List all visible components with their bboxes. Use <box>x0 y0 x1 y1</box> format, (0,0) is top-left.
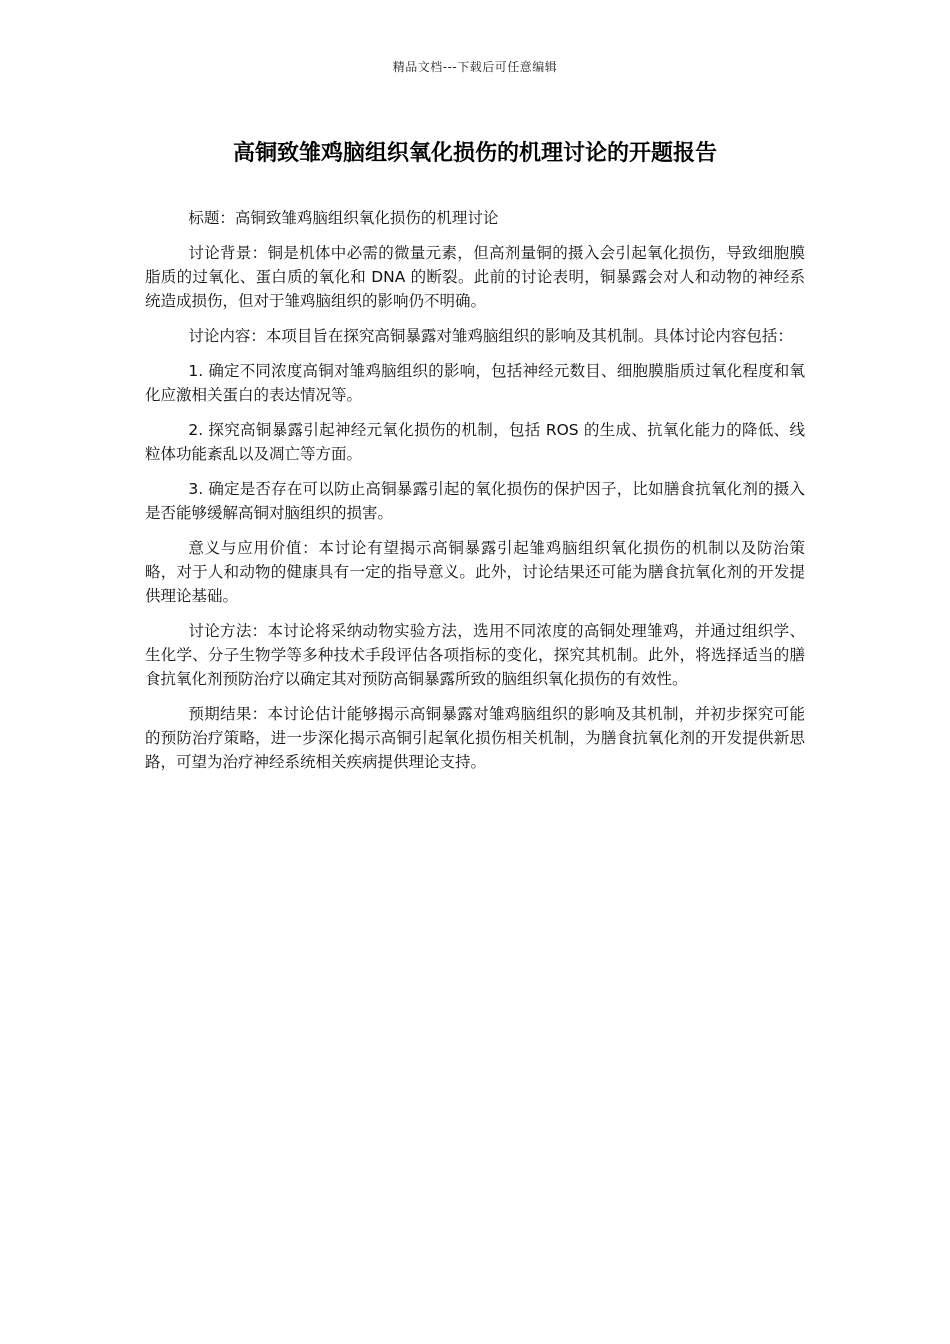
paragraph-item-1: 1. 确定不同浓度高铜对雏鸡脑组织的影响，包括神经元数目、细胞膜脂质过氧化程度和氧化应激相关蛋白的表达情况等。 <box>145 362 805 404</box>
paragraph-item-3: 3. 确定是否存在可以防止高铜暴露引起的氧化损伤的保护因子，比如膳食抗氧化剂的摄入是否能够缓解高铜对脑组织的损害。 <box>145 480 805 522</box>
document-body <box>145 206 805 785</box>
paragraph-background: 讨论背景：铜是机体中必需的微量元素，但高剂量铜的摄入会引起氧化损伤，导致细胞膜脂质的过氧化、蛋白质的氧化和 DNA 的断裂。此前的讨论表明，铜暴露会对人和动物的神经系统造成损伤，但对于雏鸡脑组织的影响仍不明确。 <box>145 244 805 310</box>
paragraph-significance: 意义与应用价值：本讨论有望揭示高铜暴露引起雏鸡脑组织氧化损伤的机制以及防治策略，对于人和动物的健康具有一定的指导意义。此外，讨论结果还可能为膳食抗氧化剂的开发提供理论基础。 <box>145 539 805 605</box>
paragraph-subject: 标题：高铜致雏鸡脑组织氧化损伤的机理讨论 <box>188 209 499 227</box>
header-note: 精品文档---下载后可任意编辑 <box>392 60 558 74</box>
document-title: 高铜致雏鸡脑组织氧化损伤的机理讨论的开题报告 <box>232 141 717 166</box>
paragraph-content: 讨论内容：本项目旨在探究高铜暴露对雏鸡脑组织的影响及其机制。具体讨论内容包括： <box>188 327 793 345</box>
paragraph-methods: 讨论方法：本讨论将采纳动物实验方法，选用不同浓度的高铜处理雏鸡，并通过组织学、生化学、分子生物学等多种技术手段评估各项指标的变化，探究其机制。此外，将选择适当的膳食抗氧化剂预防治疗以确定其对预防高铜暴露所致的脑组织氧化损伤的有效性。 <box>145 622 805 688</box>
paragraph-item-2: 2. 探究高铜暴露引起神经元氧化损伤的机制，包括 ROS 的生成、抗氧化能力的降低、线粒体功能紊乱以及凋亡等方面。 <box>145 421 805 463</box>
paragraph-expected-results: 预期结果：本讨论估计能够揭示高铜暴露对雏鸡脑组织的影响及其机制，并初步探究可能的预防治疗策略，进一步深化揭示高铜引起氧化损伤相关机制，为膳食抗氧化剂的开发提供新思路，可望为治疗神经系统相关疾病提供理论支持。 <box>145 705 805 771</box>
